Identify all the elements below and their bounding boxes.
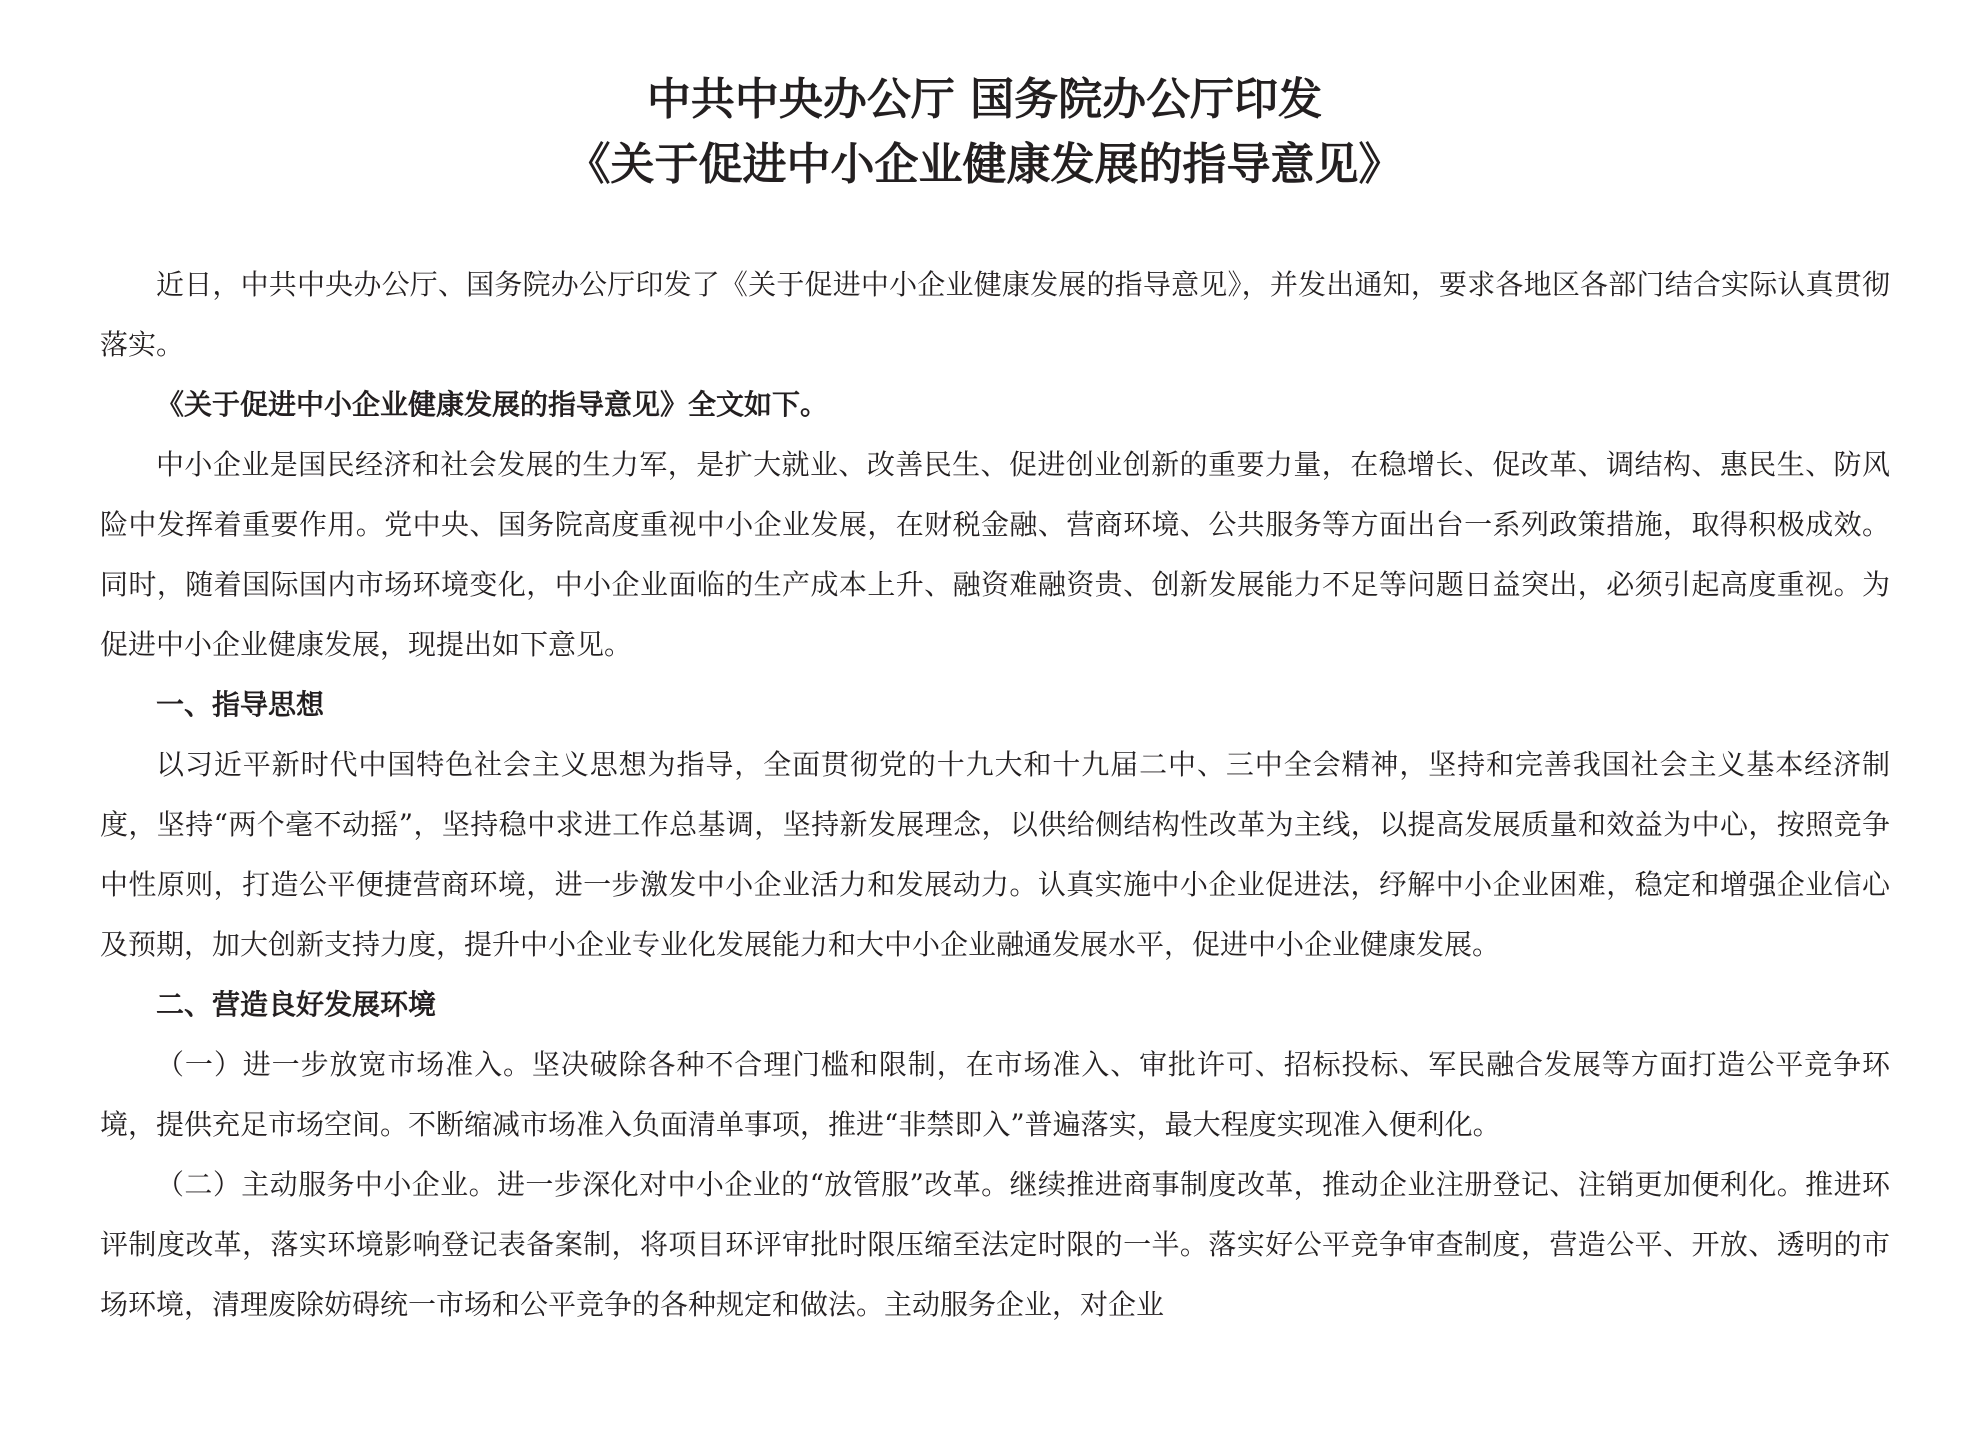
- paragraph-item-1: （一）进一步放宽市场准入。坚决破除各种不合理门槛和限制，在市场准入、审批许可、招标投标、军民融合发展等方面打造公平竞争环境，提供充足市场空间。不断缩减市场准入负面清单事项，推进“非禁即入”普遍落实，最大程度实现准入便利化。: [100, 1048, 1890, 1141]
- paragraph-fulltext-heading: 《关于促进中小企业健康发展的指导意见》全文如下。: [156, 388, 829, 421]
- document-title-line1: 中共中央办公厅 国务院办公厅印发: [646, 74, 1323, 125]
- paragraph-guiding-ideology: 以习近平新时代中国特色社会主义思想为指导，全面贯彻党的十九大和十九届二中、三中全会精神，坚持和完善我国社会主义基本经济制度，坚持“两个毫不动摇”，坚持稳中求进工作总基调，坚持新发展理念，以供给侧结构性改革为主线，以提高发展质量和效益为中心，按照竞争中性原则，打造公平便捷营商环境，进一步激发中小企业活力和发展动力。认真实施中小企业促进法，纾解中小企业困难，稳定和增强企业信心及预期，加大创新支持力度，提升中小企业专业化发展能力和大中小企业融通发展水平，促进中小企业健康发展。: [100, 748, 1890, 961]
- paragraph-intro: 近日，中共中央办公厅、国务院办公厅印发了《关于促进中小企业健康发展的指导意见》，并发出通知，要求各地区各部门结合实际认真贯彻落实。: [100, 268, 1890, 361]
- section-heading-guiding-ideology: 一、指导思想: [156, 688, 325, 721]
- document-body: [100, 255, 1890, 1335]
- paragraph-item-2: （二）主动服务中小企业。进一步深化对中小企业的“放管服”改革。继续推进商事制度改革，推动企业注册登记、注销更加便利化。推进环评制度改革，落实环境影响登记表备案制，将项目环评审批时限压缩至法定时限的一半。落实好公平竞争审查制度，营造公平、开放、透明的市场环境，清理废除妨碍统一市场和公平竞争的各种规定和做法。主动服务企业，对企业: [100, 1168, 1890, 1321]
- document-title-line2: 《关于促进中小企业健康发展的指导意见》: [566, 139, 1403, 190]
- section-heading-environment: 二、营造良好发展环境: [156, 988, 437, 1021]
- paragraph-preamble: 中小企业是国民经济和社会发展的生力军，是扩大就业、改善民生、促进创业创新的重要力量，在稳增长、促改革、调结构、惠民生、防风险中发挥着重要作用。党中央、国务院高度重视中小企业发展，在财税金融、营商环境、公共服务等方面出台一系列政策措施，取得积极成效。同时，随着国际国内市场环境变化，中小企业面临的生产成本上升、融资难融资贵、创新发展能力不足等问题日益突出，必须引起高度重视。为促进中小企业健康发展，现提出如下意见。: [100, 448, 1890, 661]
